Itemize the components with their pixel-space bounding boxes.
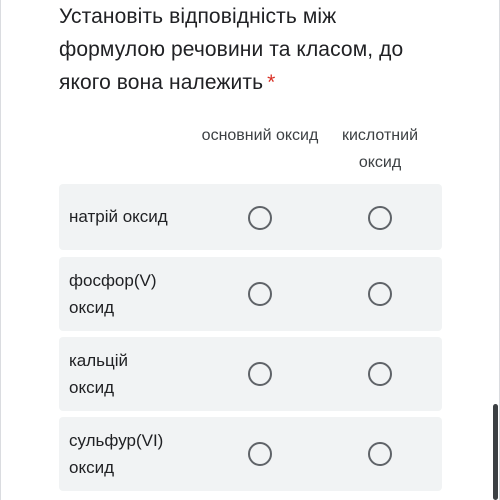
column-header-acidic-oxide: кислотний оксид [341, 127, 419, 171]
grid-row-phosphorus-oxide [59, 257, 442, 331]
required-asterisk: * [267, 71, 276, 94]
radio-phosphorus-oxide-basic[interactable] [248, 282, 272, 306]
radio-phosphorus-oxide-acidic[interactable] [368, 282, 392, 306]
grid-row-sulfur-oxide [59, 417, 442, 491]
question-text: Установіть відповідність між формулою речовини та класом, до якого вона належить [59, 5, 404, 94]
column-header-basic-oxide: основний оксид [201, 127, 319, 144]
row-label: кальцій оксид [69, 351, 129, 397]
scrollbar-thumb[interactable] [493, 404, 498, 500]
grid-row-sodium-oxide [59, 184, 442, 250]
radio-sodium-oxide-basic[interactable] [248, 206, 272, 230]
radio-calcium-oxide-acidic[interactable] [368, 362, 392, 386]
row-label: сульфур(VI) оксид [69, 431, 164, 477]
radio-calcium-oxide-basic[interactable] [248, 362, 272, 386]
grid-row-calcium-oxide [59, 337, 442, 411]
question-title [59, 0, 439, 99]
radio-sulfur-oxide-acidic[interactable] [368, 442, 392, 466]
row-label: фосфор(V) оксид [69, 271, 157, 317]
row-label: натрій оксид [69, 207, 168, 226]
radio-sodium-oxide-acidic[interactable] [368, 206, 392, 230]
radio-sulfur-oxide-basic[interactable] [248, 442, 272, 466]
